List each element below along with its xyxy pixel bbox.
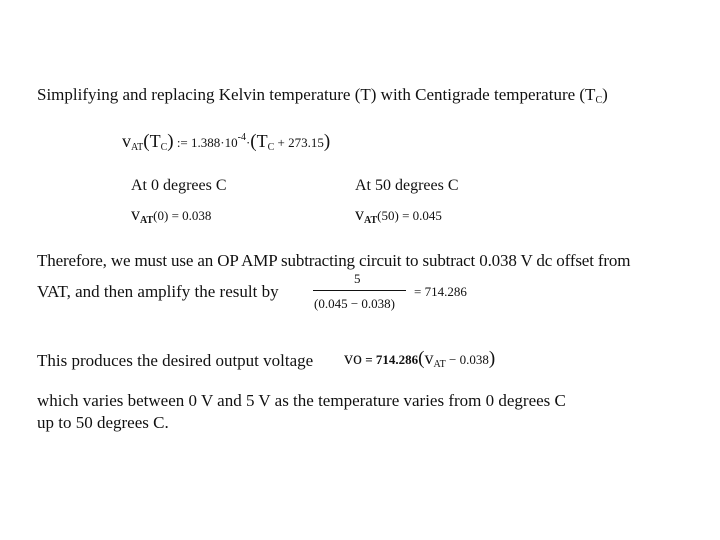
case-0-sub: AT: [140, 215, 154, 226]
case-0-var: v: [131, 204, 140, 224]
therefore-line-1: Therefore, we must use an OP AMP subtracting circuit to subtract 0.038 V dc offset from: [37, 251, 631, 270]
eq-assign: :=: [176, 135, 188, 150]
conclusion-line-2: up to 50 degrees C.: [37, 413, 169, 432]
vo-gain: = 714.286: [365, 352, 419, 367]
output-voltage-equation: [344, 350, 495, 373]
therefore-line-2: VAT, and then amplify the result by: [37, 282, 279, 301]
intro-text: [37, 85, 608, 111]
vo-close-paren: ): [488, 348, 496, 369]
case-0-heading: At 0 degrees C: [131, 177, 227, 194]
gain-fraction-bar: [313, 290, 406, 291]
case-1-heading: At 50 degrees C: [355, 177, 459, 194]
produces-text: This produces the desired output voltage: [37, 351, 314, 370]
eq-rhs-open-paren: (: [250, 131, 257, 152]
vo-inner-rest: − 0.038: [448, 352, 489, 367]
temperature-equation: [122, 130, 330, 156]
case-1-var: v: [355, 204, 364, 224]
vo-inner-var: v: [424, 348, 434, 368]
intro-subscript: C: [595, 95, 603, 106]
conclusion-line-1: which varies between 0 V and 5 V as the temperature varies from 0 degrees C: [37, 391, 566, 410]
gain-numerator: 5: [354, 271, 361, 286]
gain-result: = 714.286: [414, 284, 467, 299]
case-1-sub: AT: [364, 215, 378, 226]
eq-lhs-arg-var: T: [149, 131, 161, 151]
case-1-expr: (50) = 0.045: [377, 208, 442, 223]
eq-lhs-arg-sub: C: [160, 142, 168, 153]
eq-rhs-var: T: [256, 131, 268, 151]
case-0-expr: (0) = 0.038: [153, 208, 212, 223]
eq-rhs-rest: + 273.15: [277, 135, 324, 150]
case-1-value: [355, 206, 442, 229]
case-0-value: [131, 206, 211, 229]
eq-coefficient: 1.388·10: [191, 135, 238, 150]
eq-lhs-sub: AT: [131, 142, 144, 153]
eq-close-paren: ): [167, 131, 174, 152]
vo-var: vo: [344, 348, 362, 368]
eq-rhs-sub: C: [267, 142, 275, 153]
eq-dot: ·: [245, 135, 251, 150]
eq-rhs-close-paren: ): [323, 131, 331, 152]
eq-open-paren: (: [143, 131, 150, 152]
vo-open-paren: (: [418, 348, 425, 369]
intro-body: Simplifying and replacing Kelvin temperature (T) with Centigrade temperature (T: [37, 85, 596, 104]
vo-inner-sub: AT: [433, 359, 446, 370]
gain-denominator: (0.045 − 0.038): [314, 296, 395, 311]
intro-close: ): [602, 85, 608, 104]
eq-exponent: -4: [237, 132, 246, 143]
eq-lhs-var: v: [122, 131, 131, 151]
